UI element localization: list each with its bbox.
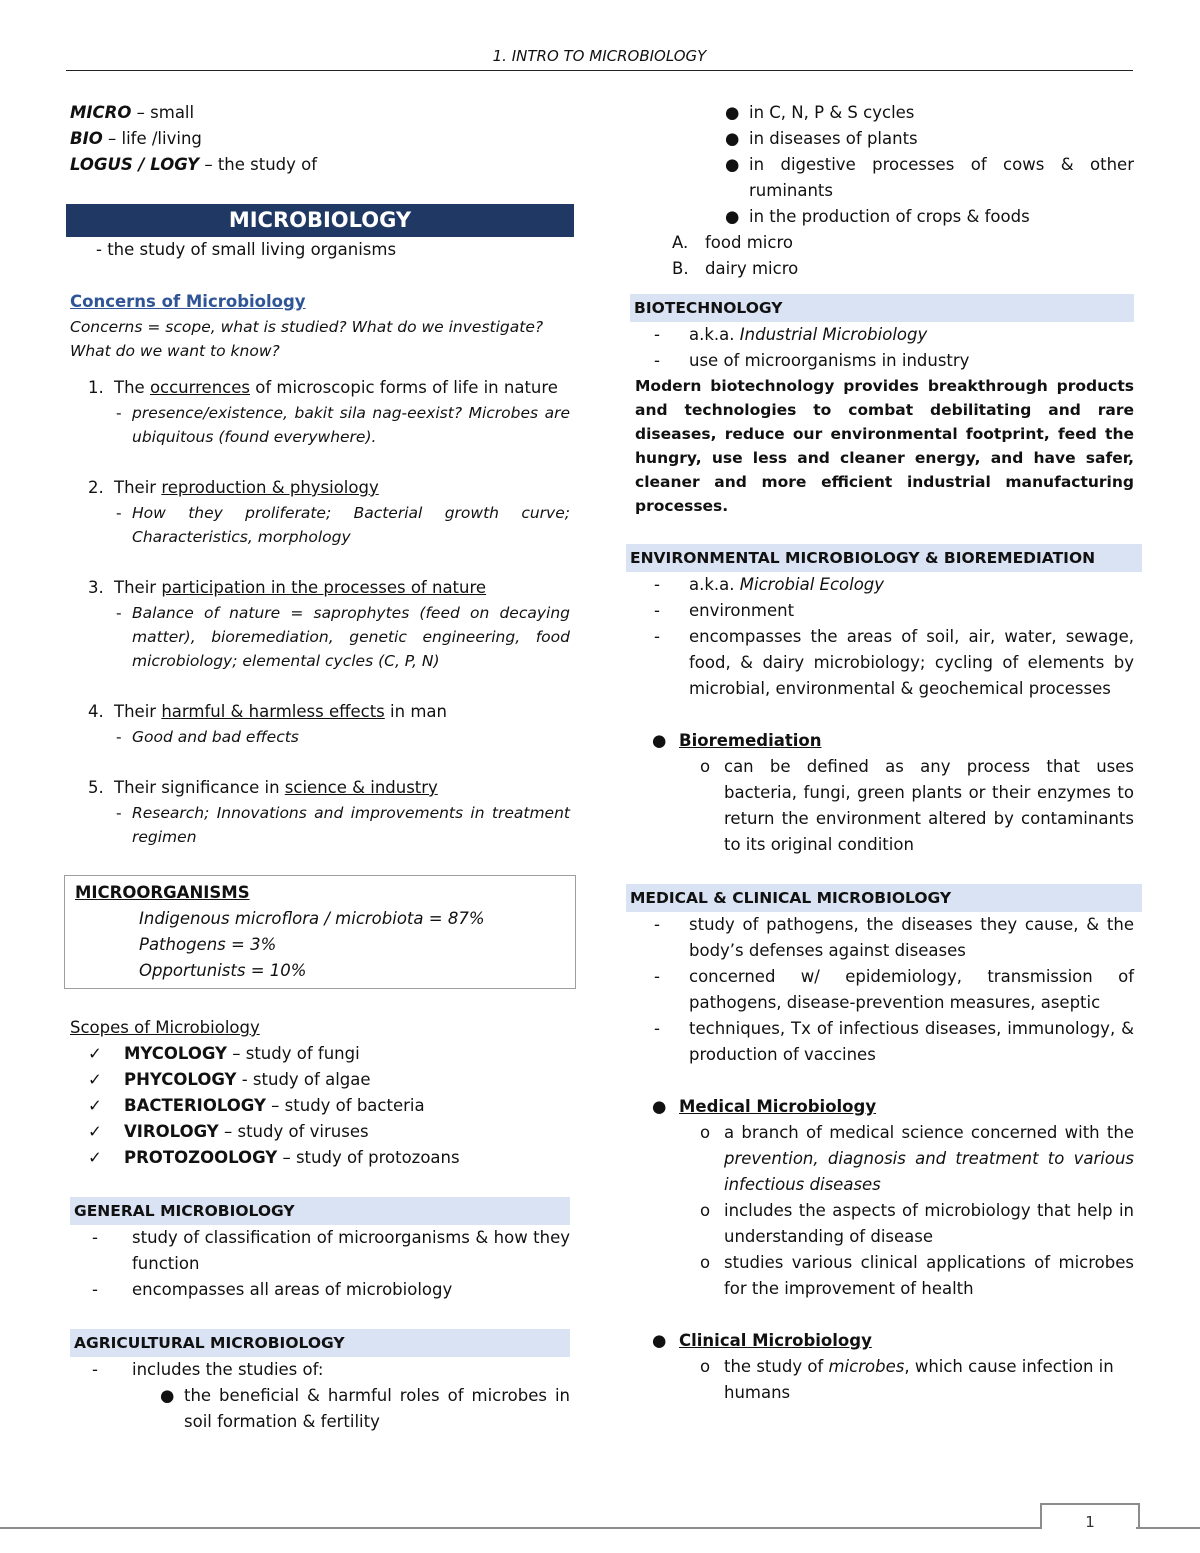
medical-micro-point: o includes the aspects of microbiology that help in understanding of disease xyxy=(700,1201,1134,1246)
environmental-item-text: encompasses the areas of soil, air, water, sewage, food, & dairy microbiology; cycling of elements by microbial, environmental & geochemical processes xyxy=(689,627,1134,698)
etymology-sep: – xyxy=(199,155,218,174)
scope-desc: – study of protozoans xyxy=(277,1148,460,1167)
scope-desc: – study of bacteria xyxy=(265,1096,425,1115)
medical-item-text: techniques, Tx of infectious diseases, immunology, & production of vaccines xyxy=(689,1019,1134,1064)
etymology-row xyxy=(70,100,570,126)
medical-micro-text: includes the aspects of microbiology that help in understanding of disease xyxy=(724,1201,1134,1246)
scope-term: PROTOZOOLOGY xyxy=(124,1148,278,1167)
scope-term: PHYCOLOGY xyxy=(124,1070,237,1089)
letter: B. xyxy=(672,259,689,278)
concern-sub: - Research; Innovations and improvements in treatment regimen xyxy=(116,804,570,846)
microorganisms-line: Opportunists = 10% xyxy=(139,961,307,980)
scope-term: VIROLOGY xyxy=(124,1122,219,1141)
clinical-italic: microbes xyxy=(828,1357,905,1376)
bioremediation-text-body: can be defined as any process that uses bacteria, fungi, green plants or their enzymes to return the environment altered by contaminants to its original condition xyxy=(724,757,1134,854)
scope-desc: - study of algae xyxy=(236,1070,371,1089)
microbiology-banner: MICROBIOLOGY xyxy=(66,204,574,237)
environmental-item-text: environment xyxy=(689,601,795,620)
microbiology-definition: - the study of small living organisms xyxy=(96,240,397,259)
concern-key: harmful & harmless effects xyxy=(161,702,385,721)
etymology-sep: – xyxy=(131,103,151,122)
etymology xyxy=(70,100,570,178)
bioremediation-text: o can be defined as any process that uses bacteria, fungi, green plants or their enzymes to return the environment altered by contaminants to its original condition xyxy=(700,757,1134,854)
clinical-text: , which cause infection in humans xyxy=(724,1357,1114,1402)
medical-micro-point: o a branch of medical science concerned with the prevention, diagnosis and treatment to various infectious diseases xyxy=(700,1123,1134,1194)
concerns-title: Concerns of Microbiology xyxy=(70,292,306,311)
general-item: - encompasses all areas of microbiology xyxy=(92,1280,453,1299)
agricultural-bullet-text: in the production of crops & foods xyxy=(749,207,1030,226)
left-column xyxy=(70,100,570,1435)
scope-item xyxy=(70,1041,570,1067)
concern-item xyxy=(70,475,570,501)
environmental-item: - environment xyxy=(654,601,795,620)
etymology-meaning: the study of xyxy=(217,155,318,174)
concern-key: science & industry xyxy=(284,778,438,797)
aka-prefix: a.k.a. xyxy=(689,575,740,594)
agricultural-bullet-text: the beneficial & harmful roles of microbes in soil formation & fertility xyxy=(184,1386,570,1431)
scope-item xyxy=(70,1067,570,1093)
medical-micro-text: a branch of medical science concerned with the xyxy=(724,1123,1134,1142)
medical-item: - study of pathogens, the diseases they cause, & the body’s defenses against diseases xyxy=(654,915,1134,960)
concern-item xyxy=(70,575,570,601)
clinical-text: the study of xyxy=(724,1357,829,1376)
environmental-aka: - a.k.a. Microbial Ecology xyxy=(654,575,885,594)
aka-term: Industrial Microbiology xyxy=(739,325,928,344)
scope-item xyxy=(70,1145,570,1171)
concern-sub-text: Balance of nature = saprophytes (feed on decaying matter), bioremediation, genetic engineering, food microbiology; elemental cycles (C, P, N) xyxy=(132,604,570,670)
medical-title: MEDICAL & CLINICAL MICROBIOLOGY xyxy=(626,884,1142,912)
medical-item-text: study of pathogens, the diseases they cause, & the body’s defenses against diseases xyxy=(689,915,1134,960)
concern-num: 5. xyxy=(88,778,104,797)
concern-sub: - presence/existence, bakit sila nag-eexist? Microbes are ubiquitous (found everywhere). xyxy=(116,404,570,446)
concern-key: participation in the processes of nature xyxy=(161,578,487,597)
etymology-term: MICRO xyxy=(70,103,132,122)
medical-micro-italic: prevention, diagnosis and treatment to various infectious diseases xyxy=(724,1149,1134,1194)
microorganisms-line: Indigenous microflora / microbiota = 87% xyxy=(139,909,485,928)
agricultural-bullet: ● the beneficial & harmful roles of microbes in soil formation & fertility xyxy=(160,1386,570,1431)
agricultural-bullet: ● in digestive processes of cows & other ruminants xyxy=(725,155,1134,200)
check-icon: ✓ xyxy=(88,1122,102,1141)
agricultural-bullet-text: in diseases of plants xyxy=(749,129,918,148)
concern-num: 3. xyxy=(88,578,104,597)
check-icon: ✓ xyxy=(88,1096,102,1115)
bioremediation-heading: ● Bioremediation xyxy=(652,731,822,750)
check-icon: ✓ xyxy=(88,1148,102,1167)
agricultural-bullet-text: in C, N, P & S cycles xyxy=(749,103,915,122)
agricultural-bullet: ● in the production of crops & foods xyxy=(725,207,1030,226)
medical-micro-point: o studies various clinical applications of microbes for the improvement of health xyxy=(700,1253,1134,1298)
concern-sub-text: Research; Innovations and improvements in treatment regimen xyxy=(132,804,570,846)
concern-item xyxy=(70,775,570,801)
agricultural-bullet: ● in diseases of plants xyxy=(725,129,918,148)
etymology-term: BIO xyxy=(70,129,103,148)
concern-key: reproduction & physiology xyxy=(161,478,379,497)
agricultural-title: AGRICULTURAL MICROBIOLOGY xyxy=(70,1329,570,1357)
footer-line-right xyxy=(1136,1527,1200,1529)
concern-pre: Their xyxy=(114,702,162,721)
concern-sub-text: How they proliferate; Bacterial growth curve; Characteristics, morphology xyxy=(132,504,570,546)
scope-item xyxy=(70,1119,570,1145)
agricultural-bullet: ● in C, N, P & S cycles xyxy=(725,103,915,122)
concern-sub: - How they proliferate; Bacterial growth curve; Characteristics, morphology xyxy=(116,504,570,546)
microorganisms-line: Pathogens = 3% xyxy=(139,935,277,954)
check-icon: ✓ xyxy=(88,1044,102,1063)
scope-term: BACTERIOLOGY xyxy=(124,1096,266,1115)
etymology-row xyxy=(70,126,570,152)
letter: A. xyxy=(672,233,689,252)
concern-item xyxy=(70,375,570,401)
scope-desc: – study of fungi xyxy=(227,1044,360,1063)
clinical-micro-point: o the study of microbes, which cause infection in humans xyxy=(700,1357,1114,1402)
concern-num: 4. xyxy=(88,702,104,721)
general-title: GENERAL MICROBIOLOGY xyxy=(70,1197,570,1225)
medical-micro-text: studies various clinical applications of microbes for the improvement of health xyxy=(724,1253,1134,1298)
concern-num: 2. xyxy=(88,478,104,497)
clinical-micro-heading: ● Clinical Microbiology xyxy=(652,1331,872,1350)
concern-sub: - Balance of nature = saprophytes (feed on decaying matter), bioremediation, genetic engineering, food microbiology; elemental cycles (C, P, N) xyxy=(116,604,570,670)
concerns-intro: Concerns = scope, what is studied? What do we investigate? What do we want to know? xyxy=(70,318,544,360)
biotech-aka: - a.k.a. Industrial Microbiology xyxy=(654,325,928,344)
lettered-text: dairy micro xyxy=(705,259,799,278)
bioremediation-title: Bioremediation xyxy=(679,731,822,750)
biotech-use: - use of microorganisms in industry xyxy=(654,351,970,370)
biotech-use-text: use of microorganisms in industry xyxy=(689,351,970,370)
agricultural-intro-text: includes the studies of: xyxy=(132,1360,324,1379)
right-column xyxy=(626,100,1134,1406)
clinical-micro-title: Clinical Microbiology xyxy=(679,1331,872,1350)
footer-line-left xyxy=(0,1527,1042,1529)
lettered-text: food micro xyxy=(705,233,793,252)
biotech-paragraph: Modern biotechnology provides breakthrough products and technologies to combat debilitating and rare diseases, reduce our environmental footprint, feed the hungry, use less and cleaner energy, and have safer, cleaner and more efficient industrial manufacturing processes. xyxy=(635,377,1134,515)
environmental-item: - encompasses the areas of soil, air, water, sewage, food, & dairy microbiology; cycling of elements by microbial, environmental & geochemical processes xyxy=(654,627,1134,698)
scope-item xyxy=(70,1093,570,1119)
concern-pre: The xyxy=(114,378,150,397)
concern-pre: Their xyxy=(114,578,162,597)
general-item-text: encompasses all areas of microbiology xyxy=(132,1280,453,1299)
agricultural-lettered xyxy=(626,230,1134,256)
concern-key: occurrences xyxy=(149,378,250,397)
medical-item: - techniques, Tx of infectious diseases, immunology, & production of vaccines xyxy=(654,1019,1134,1064)
aka-prefix: a.k.a. xyxy=(689,325,740,344)
general-item: - study of classification of microorganisms & how they function xyxy=(92,1228,570,1273)
concern-sub-text: presence/existence, bakit sila nag-eexist? Microbes are ubiquitous (found everywhere). xyxy=(132,404,570,446)
microorganisms-title: MICROORGANISMS xyxy=(75,883,250,902)
etymology-meaning: small xyxy=(150,103,195,122)
medical-item: - concerned w/ epidemiology, transmission of pathogens, disease-prevention measures, aseptic xyxy=(654,967,1134,1012)
agricultural-bullet-text: in digestive processes of cows & other ruminants xyxy=(749,155,1134,200)
check-icon: ✓ xyxy=(88,1070,102,1089)
page-number: 1 xyxy=(1085,1513,1095,1531)
agricultural-intro: - includes the studies of: xyxy=(92,1360,324,1379)
concern-pre: Their significance in xyxy=(114,778,285,797)
etymology-sep: – xyxy=(102,129,122,148)
general-item-text: study of classification of microorganisms & how they function xyxy=(132,1228,570,1273)
concern-item xyxy=(70,699,570,725)
medical-micro-title: Medical Microbiology xyxy=(679,1097,877,1116)
medical-micro-heading: ● Medical Microbiology xyxy=(652,1097,877,1116)
microorganisms-box xyxy=(64,875,576,989)
header-divider xyxy=(66,70,1133,71)
aka-term: Microbial Ecology xyxy=(739,575,885,594)
scopes-title: Scopes of Microbiology xyxy=(70,1018,260,1037)
scope-term: MYCOLOGY xyxy=(124,1044,227,1063)
etymology-row xyxy=(70,152,570,178)
etymology-term: LOGUS / LOGY xyxy=(70,155,200,174)
concern-sub-text: Good and bad effects xyxy=(132,728,299,746)
concern-post: in man xyxy=(384,702,447,721)
biotech-title: BIOTECHNOLOGY xyxy=(630,294,1134,322)
environmental-title: ENVIRONMENTAL MICROBIOLOGY & BIOREMEDIATION xyxy=(626,544,1142,572)
concern-post: of microscopic forms of life in nature xyxy=(249,378,558,397)
concern-num: 1. xyxy=(88,378,104,397)
concern-sub: - Good and bad effects xyxy=(116,728,299,746)
concern-pre: Their xyxy=(114,478,162,497)
medical-item-text: concerned w/ epidemiology, transmission of pathogens, disease-prevention measures, aseptic xyxy=(689,967,1134,1012)
agricultural-lettered xyxy=(626,256,1134,282)
page-header-title: 1. INTRO TO MICROBIOLOGY xyxy=(492,47,707,65)
scope-desc: – study of viruses xyxy=(218,1122,369,1141)
etymology-meaning: life /living xyxy=(121,129,202,148)
